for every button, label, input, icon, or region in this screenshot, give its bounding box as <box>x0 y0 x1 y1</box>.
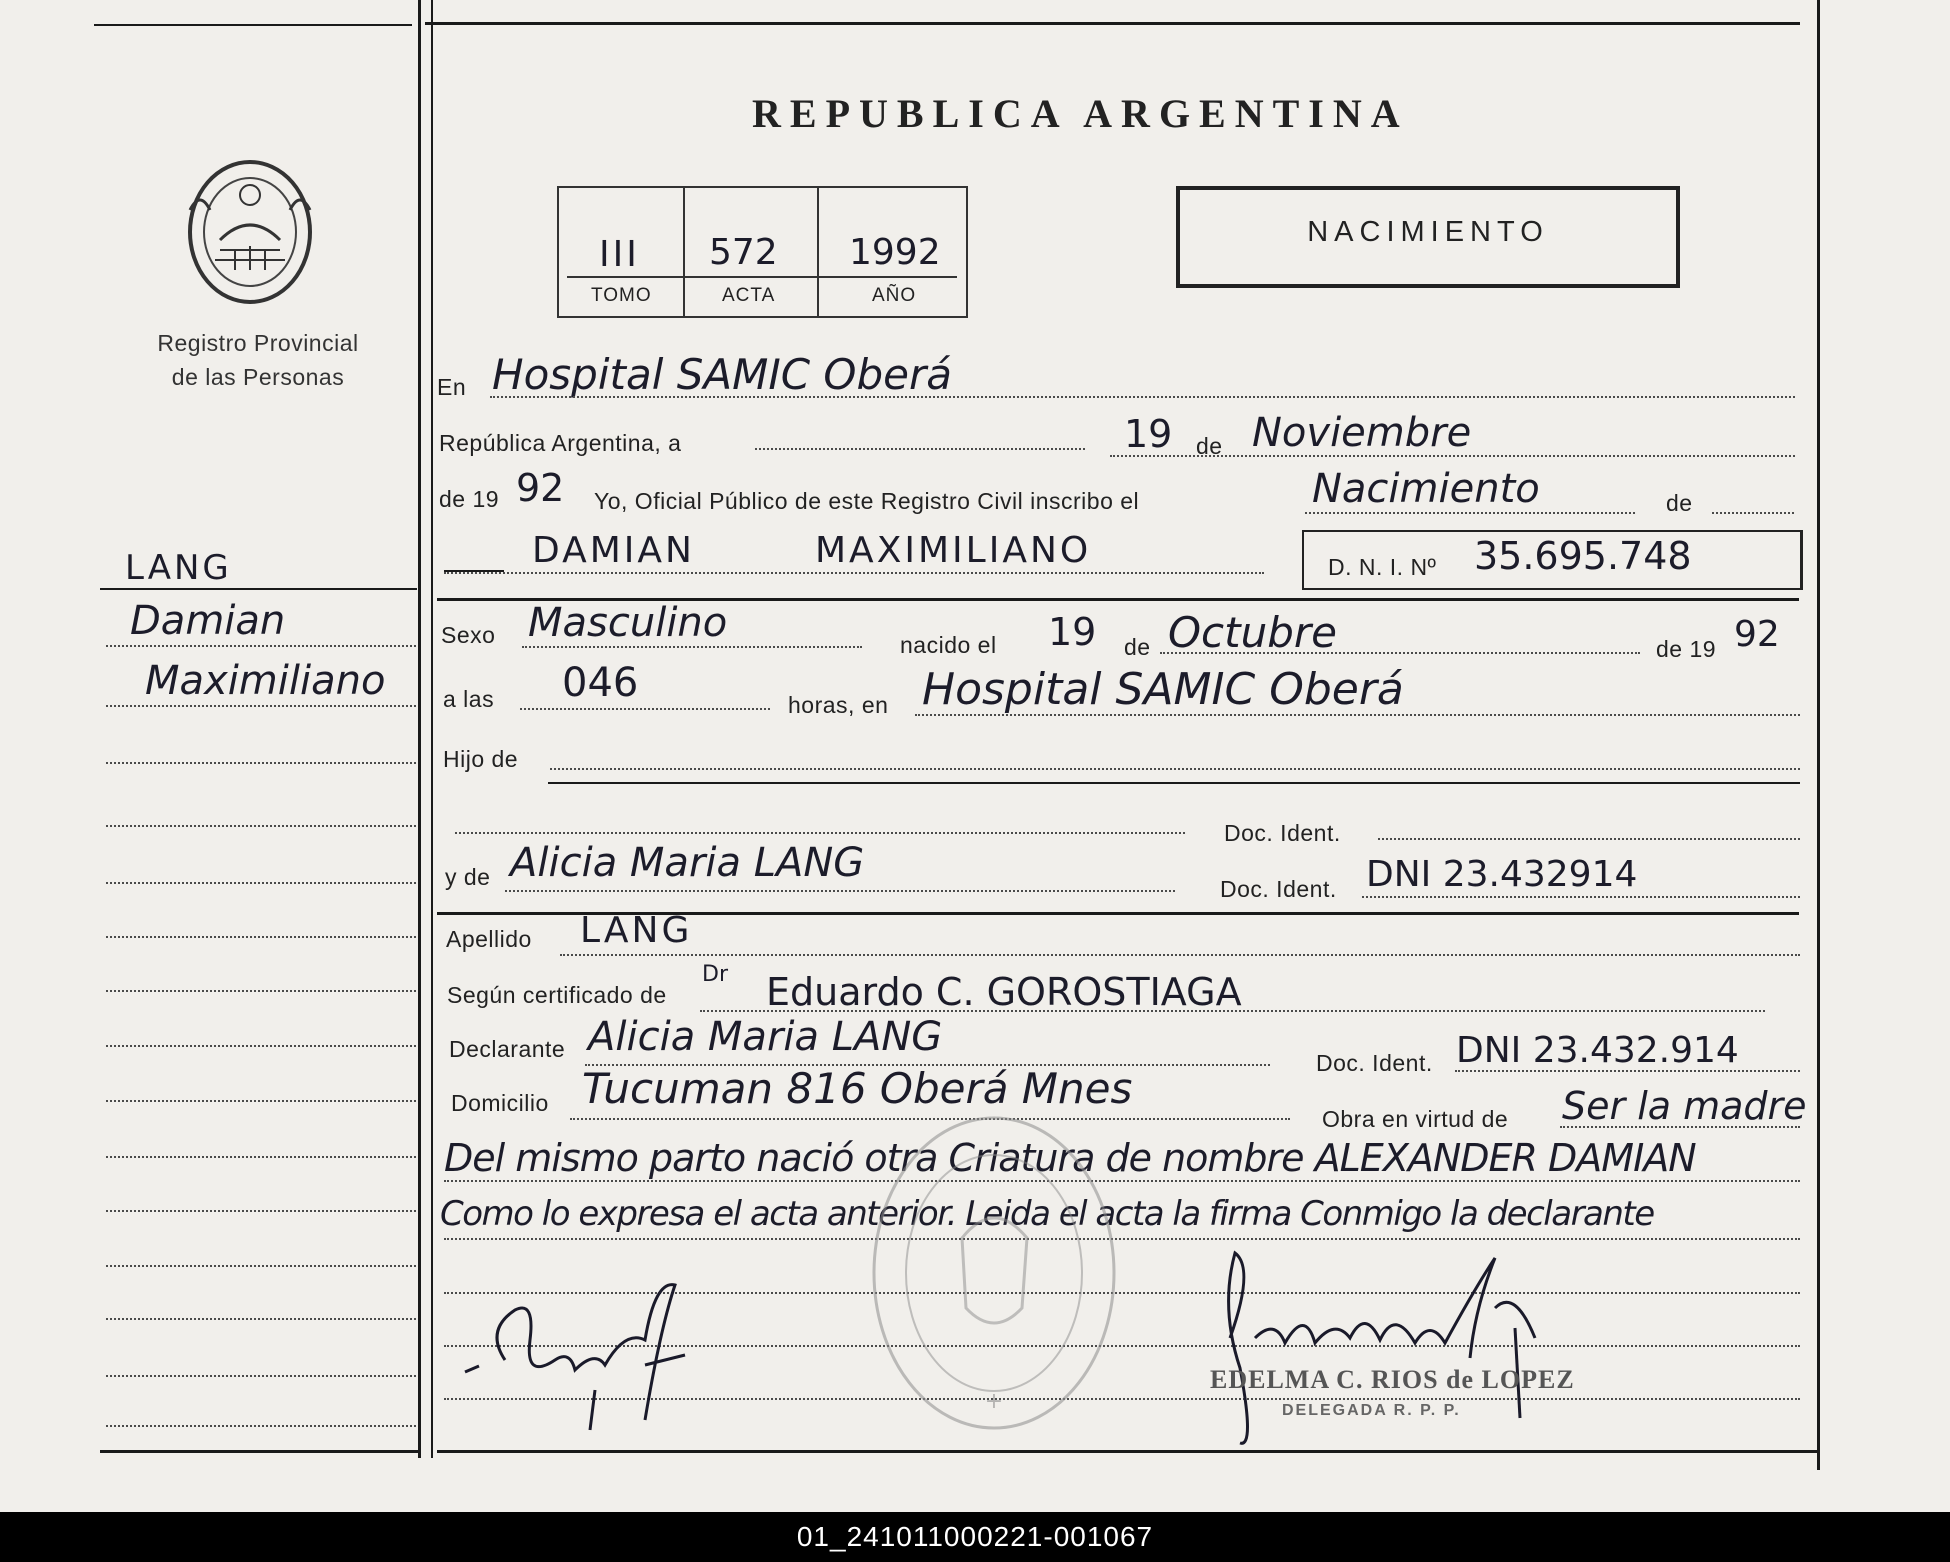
doctor-value: Eduardo C. GOROSTIAGA <box>766 970 1242 1014</box>
declarante-label: Declarante <box>449 1036 566 1062</box>
officer-signature <box>445 1270 725 1450</box>
declarante-value: Alicia Maria LANG <box>588 1014 943 1060</box>
father-line <box>550 768 1800 770</box>
place-value: Hospital SAMIC Oberá <box>492 350 952 399</box>
sexo-value: Masculino <box>528 600 728 646</box>
apellido-line <box>560 954 1800 956</box>
domicilio-value: Tucuman 816 Oberá Mnes <box>582 1064 1133 1113</box>
bottom-left-rule <box>100 1450 420 1453</box>
seal-emblem-icon <box>180 150 320 310</box>
sidebar-line <box>106 1425 416 1427</box>
de-line <box>1712 512 1794 514</box>
act-type-box <box>1176 186 1680 288</box>
month-line <box>1110 455 1795 457</box>
name-given-1: DAMIAN <box>532 530 695 571</box>
dr-prefix: Dr <box>702 962 728 987</box>
right-border <box>1817 0 1820 1470</box>
hour-line <box>520 708 770 710</box>
anio-value: 1992 <box>849 232 941 273</box>
delegate-title: DELEGADA R. P. P. <box>1282 1402 1461 1419</box>
name-line <box>444 572 1264 574</box>
year-prefix: de 19 <box>439 486 500 512</box>
bottom-right-rule <box>437 1450 1817 1453</box>
svg-text:+: + <box>984 1389 1004 1414</box>
sidebar-surname: LANG <box>125 548 232 588</box>
doctor-line <box>700 1010 1765 1012</box>
sidebar-line <box>106 1318 416 1320</box>
sidebar-given-name-2: Maximiliano <box>145 658 386 704</box>
sidebar-line <box>106 990 416 992</box>
sexo-label: Sexo <box>441 622 496 648</box>
country-title: REPUBLICA ARGENTINA <box>752 91 1409 136</box>
year-suffix: 92 <box>516 466 565 510</box>
name-given-2: MAXIMILIANO <box>815 530 1092 571</box>
de-label: de <box>1196 433 1223 459</box>
acta-label: ACTA <box>722 285 776 306</box>
inner-column-divider <box>431 0 433 1458</box>
de-label-3: de <box>1124 634 1151 660</box>
birth-day: 19 <box>1048 610 1097 654</box>
misiones-seal <box>180 150 320 310</box>
note-line-1: Del mismo parto nació otra Criatura de nombre ALEXANDER DAMIAN <box>444 1136 1696 1180</box>
en-label: En <box>437 374 467 400</box>
sidebar-line <box>106 1045 416 1047</box>
hijo-label: Hijo de <box>443 746 519 772</box>
sidebar-line <box>106 1375 416 1377</box>
sidebar-given-name-1: Damian <box>130 598 286 644</box>
left-column-divider <box>418 0 421 1458</box>
sidebar-line <box>106 645 416 647</box>
register-box <box>557 186 968 318</box>
dni-label: D. N. I. Nº <box>1328 554 1437 580</box>
inscribo-value: Nacimiento <box>1312 466 1540 512</box>
sexo-line <box>522 646 862 648</box>
apellido-value: LANG <box>580 910 693 951</box>
obra-line <box>1560 1126 1800 1128</box>
sidebar-line <box>106 1156 416 1158</box>
sidebar-line <box>106 705 416 707</box>
sidebar-name-rule <box>100 588 417 590</box>
signature-scribble-icon <box>1215 1248 1585 1453</box>
obra-value: Ser la madre <box>1562 1084 1807 1128</box>
declarante-doc-line <box>1455 1070 1800 1072</box>
top-right-rule <box>425 22 1800 25</box>
note-line-2: Como lo expresa el acta anterior. Leida el acta la firma Conmigo la declarante <box>440 1194 1654 1234</box>
declarante-doc-label: Doc. Ident. <box>1316 1050 1433 1076</box>
mother-value: Alicia Maria LANG <box>510 840 865 886</box>
registry-name-line2: de las Personas <box>171 364 345 390</box>
register-divider <box>683 188 685 316</box>
sidebar-line <box>106 1100 416 1102</box>
declarante-doc-value: DNI 23.432.914 <box>1456 1030 1739 1071</box>
tomo-label: TOMO <box>591 285 652 306</box>
horas-label: horas, en <box>788 692 889 718</box>
domicilio-label: Domicilio <box>451 1090 549 1116</box>
birth-year-suffix: 92 <box>1734 614 1780 655</box>
mother-line <box>505 890 1175 892</box>
month-value: Noviembre <box>1252 410 1472 456</box>
signature-scribble-icon <box>445 1270 725 1450</box>
register-rule <box>567 276 957 278</box>
register-divider <box>817 188 819 316</box>
act-type-label: NACIMIENTO <box>1307 216 1549 248</box>
tomo-value: III <box>599 234 640 275</box>
father-doc-label: Doc. Ident. <box>1224 820 1341 846</box>
nacido-label: nacido el <box>900 632 997 658</box>
birth-month-line <box>1160 652 1640 654</box>
hour-value: 046 <box>562 660 639 706</box>
father-doc-line <box>1378 838 1800 840</box>
sidebar-line <box>106 882 416 884</box>
day-value: 19 <box>1124 412 1173 456</box>
mother-doc-value: DNI 23.432914 <box>1366 854 1638 895</box>
official-stamp <box>862 1108 1127 1438</box>
birth-place-line <box>915 714 1800 716</box>
de-label-2: de <box>1666 490 1693 516</box>
sidebar-line <box>106 1265 416 1267</box>
registry-name-line1: Registro Provincial <box>157 330 359 356</box>
yo-text: Yo, Oficial Público de este Registro Civil inscribo el <box>594 488 1140 514</box>
sidebar-line <box>106 825 416 827</box>
image-id-footer: 01_241011000221-001067 <box>0 1512 1950 1562</box>
anio-label: AÑO <box>872 285 917 306</box>
birth-month: Octubre <box>1168 608 1338 657</box>
father-line-2 <box>455 832 1185 834</box>
top-left-rule <box>94 24 412 26</box>
dni-value: 35.695.748 <box>1474 534 1692 578</box>
segun-label: Según certificado de <box>447 982 667 1008</box>
inscribo-line <box>1305 512 1635 514</box>
obra-label: Obra en virtud de <box>1322 1106 1509 1132</box>
alas-label: a las <box>443 686 495 712</box>
mother-doc-line <box>1362 896 1800 898</box>
place-line <box>490 396 1795 398</box>
delegate-name: EDELMA C. RIOS de LOPEZ <box>1210 1365 1575 1394</box>
yde-label: y de <box>445 864 491 890</box>
father-rule <box>548 782 1800 784</box>
sidebar-line <box>106 1210 416 1212</box>
republica-label: República Argentina, a <box>439 430 682 456</box>
day-line-pre <box>755 448 1085 450</box>
acta-value: 572 <box>709 232 778 273</box>
mother-doc-label: Doc. Ident. <box>1220 876 1337 902</box>
birth-place: Hospital SAMIC Oberá <box>922 664 1404 715</box>
sidebar-line <box>106 762 416 764</box>
dni-box <box>1302 530 1803 590</box>
delegate-signature <box>1215 1248 1585 1453</box>
apellido-label: Apellido <box>446 926 532 952</box>
stamp-icon <box>862 1108 1127 1438</box>
sidebar-line <box>106 936 416 938</box>
birth-year-prefix: de 19 <box>1656 636 1717 662</box>
